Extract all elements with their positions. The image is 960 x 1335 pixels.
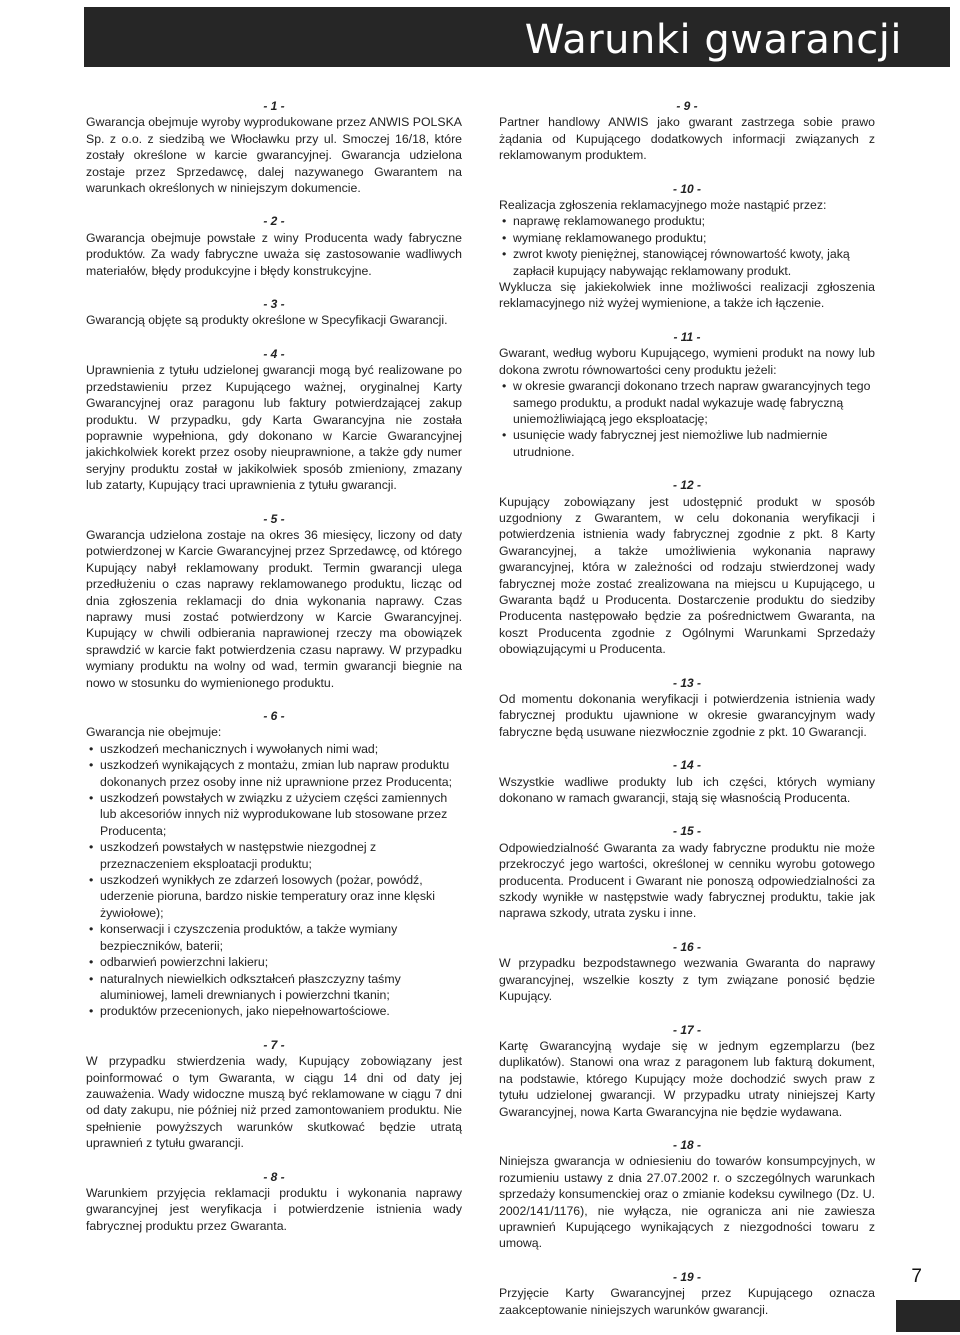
bullet-item: • w okresie gwarancji dokonano trzech napraw gwarancyjnych tego samego produktu, a produkt nadal wykazuje wadę fabryczną uniemożliwiającą jego eksploatację; [499,378,875,427]
section-number: - 6 - [263,709,285,723]
section-text: Od momentu dokonania weryfikacji i potwierdzenia istnienia wady fabrycznej produktu ujawnione w okresie gwarancyjnym wady fabryczne będą usuwane niezwłocznie zgodnie z pkt. 10 Gwarancji. [499,692,875,739]
warranty-section [499,477,875,657]
warranty-section [86,708,462,1020]
bullet-item: • uszkodzeń powstałych w następstwie niezgodnej z przeznaczeniem eksploatacji produktu; [86,839,462,872]
section-note: Wyklucza się jakiekolwiek inne możliwości realizacji zgłoszenia reklamacyjnego niż wyżej wymienione, a także ich łączenie. [499,280,875,311]
warranty-section [86,296,462,329]
bullet-item: • uszkodzeń mechanicznych i wywołanych nimi wad; [86,741,462,757]
bullet-item: • uszkodzeń wynikłych ze zdarzeń losowych (pożar, powódź, uderzenie pioruna, bardzo niskie temperatury oraz inne klęski żywiołowe); [86,872,462,921]
right-column [499,98,875,1335]
section-text: Gwarancja obejmuje powstałe z winy Producenta wady fabryczne produktów. Za wady fabryczne uważa się zastosowanie wadliwych materiałów, błędy produkcyjne i błędy konstrukcyjne. [86,230,462,278]
section-text: Partner handlowy ANWIS jako gwarant zastrzega sobie prawo żądania od Kupującego dodatkowych informacji związanych z reklamowanym produktem. [499,115,875,163]
warranty-section [86,511,462,691]
section-number: - 5 - [263,511,285,526]
bullet-list [86,741,462,1020]
page-title: Warunki gwarancji [524,17,902,63]
bullet-item: • uszkodzeń powstałych w związku z użyciem części zamiennych lub akcesoriów innych niż wyprodukowane lub stosowane przez Producenta; [86,790,462,839]
warranty-section [86,1169,462,1235]
warranty-section [499,823,875,921]
section-number: - 13 - [672,675,701,690]
section-text: W przypadku stwierdzenia wady, Kupujący zobowiązany jest poinformować o tym Gwaranta, w ciągu 14 dni od daty jej zauważenia. Wady widoczne muszą być reklamowane w ciągu 7 dni od daty zakupu, nie później niż przed zamontowaniem produktu. Nie spełnienie powyższych warunków skutkować będzie utratą uprawnień z tytułu gwarancji. [86,1054,462,1151]
warranty-section [86,346,462,494]
warranty-section [499,675,875,741]
section-number: - 10 - [672,181,701,196]
section-number: - 18 - [672,1137,701,1152]
section-number: - 3 - [263,297,285,312]
warranty-section [86,1037,462,1152]
warranty-section [86,213,462,279]
warranty-section [499,1022,875,1120]
section-text: Gwarancja obejmuje wyroby wyprodukowane przez ANWIS POLSKA Sp. z o.o. z siedzibą we Włocławku przy ul. Smoczej 16/18, które zostały określone w karcie gwarancyjnej. Gwarancja udzielona zostaje przez Sprzedawcę, dalej nazywanego Gwarantem na warunkach określonych w niniejszym dokumencie. [86,115,462,196]
warranty-section [86,98,462,196]
section-text: Gwarancją objęte są produkty określone w Specyfikacji Gwarancji. [86,313,448,328]
left-column [86,98,462,1251]
section-number: - 11 - [673,329,701,344]
bullet-item: • uszkodzeń wynikających z montażu, zmian lub napraw produktu dokonanych przez osoby inne niż uprawnione przez Producenta; [86,757,462,790]
bullet-item: • konserwacji i czyszczenia produktów, a także wymiany bezpieczników, baterii; [86,921,462,954]
section-text: Kupujący zobowiązany jest udostępnić produkt w sposób uzgodniony z Gwarantem, w celu dokonania weryfikacji i potwierdzenia istnienia wady fabrycznej zgodnie z pkt. 8 Karty Gwarancyjnej, a także umożliwienia wykonania naprawy gwarancyjnej, która w zależności od rodzaju stwierdzonej wady fabrycznej może zostać zrealizowana na miejscu u Kupującego, u Gwaranta bądź u Producenta. Dostarczenie produktu do siedziby Producenta następowało będzie za pośrednictwem Gwaranta, na koszt Producenta zgodnie z Ogólnymi Warunkami Sprzedaży obowiązującymi u Producenta. [499,494,875,657]
section-text: Gwarant, według wyboru Kupującego, wymieni produkt na nowy lub dokona zwrotu równowartości ceny produktu jeżeli: [499,346,875,377]
section-text: Niniejsza gwarancja w odniesieniu do towarów konsumpcyjnych, w rozumieniu ustawy z dnia 27.07.2002 r. o szczególnych warunkach sprzedaży konsumenckiej oraz o zmianie kodeksu cywilnego (Dz. U. 2002/141/1176), nie wyłącza, nie ogranicza ani nie zawiesza uprawnień Kupującego wynikających z niezgodności towaru z umową. [499,1154,875,1251]
section-number: - 19 - [672,1269,701,1284]
warranty-section [499,1137,875,1252]
bullet-list [499,213,875,279]
section-text: Warunkiem przyjęcia reklamacji produktu i wykonania naprawy gwarancyjnej jest weryfikacja i potwierdzenie istnienia wady fabrycznej produktu przez Gwaranta. [86,1185,462,1233]
warranty-section [499,939,875,1005]
warranty-section [499,757,875,806]
section-number: - 2 - [263,214,285,229]
warranty-section [499,181,875,312]
bullet-item: • zwrot kwoty pieniężnej, stanowiącej równowartość kwoty, jaką zapłacił kupujący nabywając reklamowany produkt. [499,246,875,279]
section-number: - 16 - [672,939,701,954]
warranty-section [499,1269,875,1318]
section-number: - 12 - [672,478,701,493]
section-text: Kartę Gwarancyjną wydaje się w jednym egzemplarzu (bez duplikatów). Stanowi ona wraz z paragonem lub fakturą dokument, na podstawie, którego Kupujący może dochodzić swych praw z tytułu udzielonej gwarancji. W przypadku utraty niniejszej Karty Gwarancyjnej, nowa Karta Gwarancyjna nie będzie wydawana. [499,1038,875,1119]
section-text: Gwarancja nie obejmuje: [86,725,222,740]
bullet-item: • usunięcie wady fabrycznej jest niemożliwe lub nadmiernie utrudnione. [499,427,875,460]
section-text: Uprawnienia z tytułu udzielonej gwarancji mogą być realizowane po przedstawieniu przez Kupującego ważnej, oryginalnej Karty Gwarancyjnej oraz paragonu lub faktury potwierdzającej zakup produktu. W przypadku, gdy Karta Gwarancyjna nie została poprawnie wypełniona, gdy dokonano w Karcie Gwarancyjnej jakichkolwiek korekt przez osoby nieuprawnione, a także gdy numer seryjny produktu został w jakikolwiek sposób zmieniony, zmazany lub zatarty, Kupujący traci uprawnienia z tytułu gwarancji. [86,363,462,493]
section-number: - 17 - [672,1022,701,1037]
section-text: W przypadku bezpodstawnego wezwania Gwaranta do naprawy gwarancyjnej, wszelkie koszty z tym związane ponosić będzie Kupujący. [499,956,875,1004]
section-text: Gwarancja udzielona zostaje na okres 36 miesięcy, liczony od daty potwierdzonej w Karcie Gwarancyjnej przez Sprzedawcę, od którego Kupujący nabył reklamowany produkt. Termin gwarancji ulega przedłużeniu o czas naprawy reklamowanego produktu, licząc od dnia zgłoszenia reklamacji do dnia wykonania naprawy. Czas naprawy musi zostać potwierdzony w Karcie Gwarancyjnej. Kupujący w chwili odbierania naprawionej rzeczy ma obowiązek sprawdzić w karcie fakt potwierdzenia czasu naprawy. W przypadku wymiany produktu na wolny od wad, termin gwarancji biegnie na nowo w stosunku do wymienionego produktu. [86,527,462,690]
section-number: - 8 - [263,1169,285,1184]
bullet-item: • produktów przecenionych, jako niepełnowartościowe. [86,1003,462,1019]
section-number: - 15 - [672,824,701,839]
warranty-section [499,98,875,164]
warranty-section [499,329,875,460]
bullet-item: • odbarwień powierzchni lakieru; [86,954,462,970]
page-number: 7 [911,1266,922,1287]
section-text: Wszystkie wadliwe produkty lub ich części, których wymiany dokonano w ramach gwarancji, stają się własnością Producenta. [499,774,875,806]
section-number: - 1 - [263,99,285,113]
bullet-item: • naturalnych niewielkich odkształceń płaszczyzny taśmy aluminiowej, lameli drewnianych i powierzchni tkanin; [86,971,462,1004]
section-text: Odpowiedzialność Gwaranta za wady fabryczne produktu nie może przekroczyć jego wartości, określonej w cenniku wyrobu gotowego producenta. Producent i Gwarant nie ponoszą odpowiedzialności za szkody wynikłe w następstwie wady fabrycznej produktu, takie jak naprawa szkody, utrata zysku i inne. [499,840,875,921]
section-number: - 14 - [672,758,701,773]
bullet-list [499,378,875,460]
section-number: - 9 - [676,99,698,113]
section-number: - 7 - [263,1037,285,1052]
bullet-item: • wymianę reklamowanego produktu; [499,230,875,246]
section-number: - 4 - [263,346,285,361]
header-bar [84,7,950,67]
corner-tab [896,1300,960,1332]
bullet-item: • naprawę reklamowanego produktu; [499,213,875,229]
section-text: Przyjęcie Karty Gwarancyjnej przez Kupującego oznacza zaakceptowanie niniejszych warunków gwarancji. [499,1286,875,1317]
section-text: Realizacja zgłoszenia reklamacyjnego może nastąpić przez: [499,198,827,213]
